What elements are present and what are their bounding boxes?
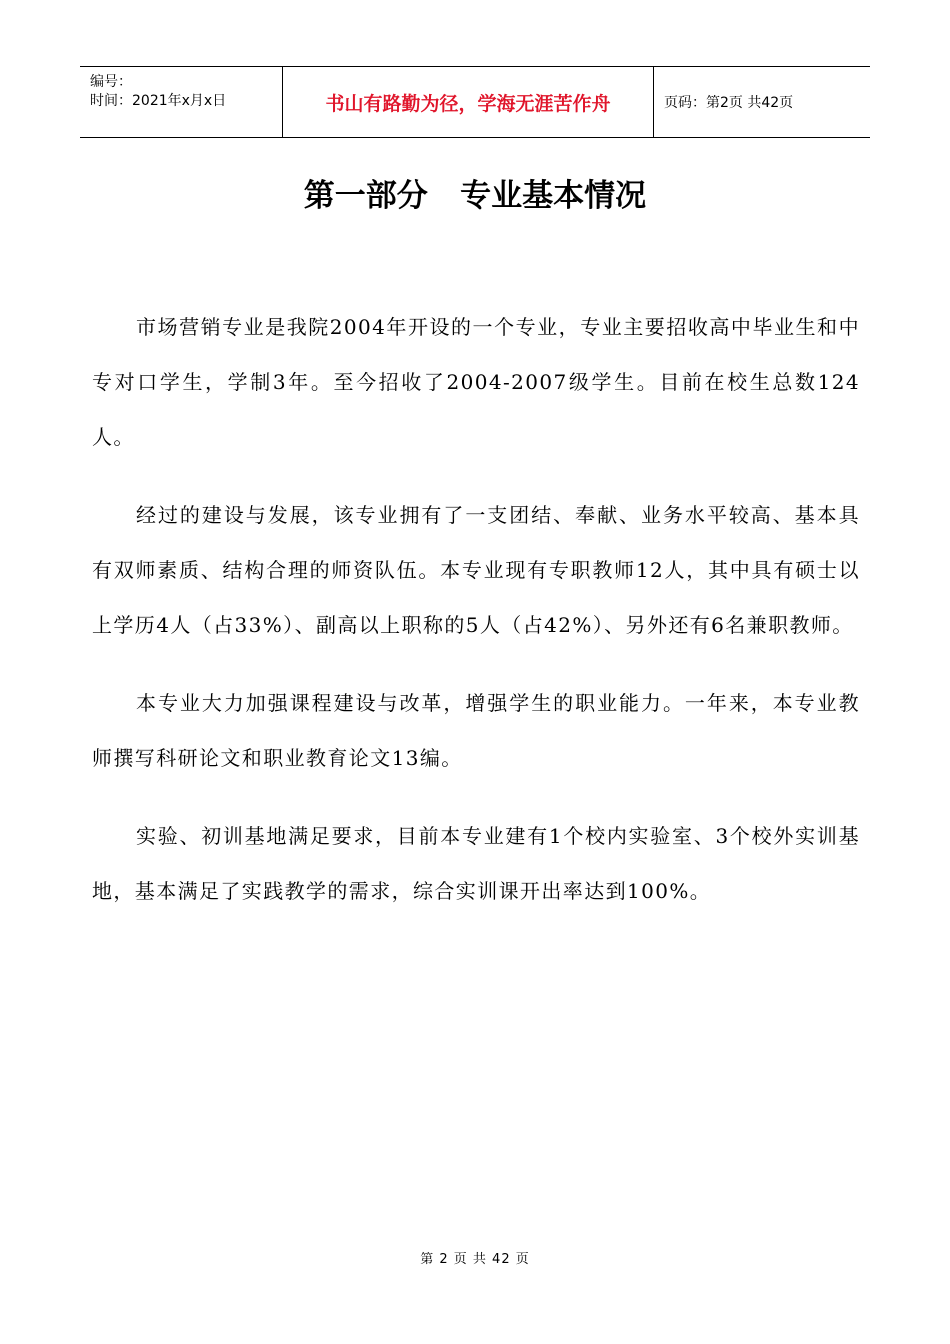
- header-motto-cell: [282, 67, 654, 137]
- header-page-cell: [654, 67, 870, 137]
- document-body: [92, 300, 860, 942]
- section-title: 第一部分 专业基本情况: [303, 178, 647, 214]
- page-footer: 第 2 页 共 42 页: [420, 1252, 530, 1267]
- motto-text: 书山有路勤为径，学海无涯苦作舟: [325, 92, 611, 115]
- header-meta-cell: [80, 67, 282, 137]
- paragraph-training-base: 实验、初训基地满足要求，目前本专业建有1个校内实验室、3个校外实训基地，基本满足了实践教学的需求，综合实训课开出率达到100%。: [92, 824, 860, 903]
- paragraph-enrollment: 市场营销专业是我院2004年开设的一个专业，专业主要招收高中毕业生和中专对口学生，学制3年。至今招收了2004-2007级学生。目前在校生总数124人。: [92, 315, 860, 449]
- number-label: 编号：: [90, 74, 132, 90]
- paragraph-faculty: 经过的建设与发展，该专业拥有了一支团结、奉献、业务水平较高、基本具有双师素质、结构合理的师资队伍。本专业现有专职教师12人，其中具有硕士以上学历4人（占33%）、副高以上职称的5人（占42%）、另外还有6名兼职教师。: [92, 503, 860, 637]
- paragraph-curriculum: 本专业大力加强课程建设与改革，增强学生的职业能力。一年来，本专业教师撰写科研论文和职业教育论文13编。: [92, 691, 860, 770]
- page-info: 页码：第2页 共42页: [664, 95, 794, 111]
- time-label: 时间：2021年x月x日: [90, 93, 227, 109]
- page-header: [80, 66, 870, 138]
